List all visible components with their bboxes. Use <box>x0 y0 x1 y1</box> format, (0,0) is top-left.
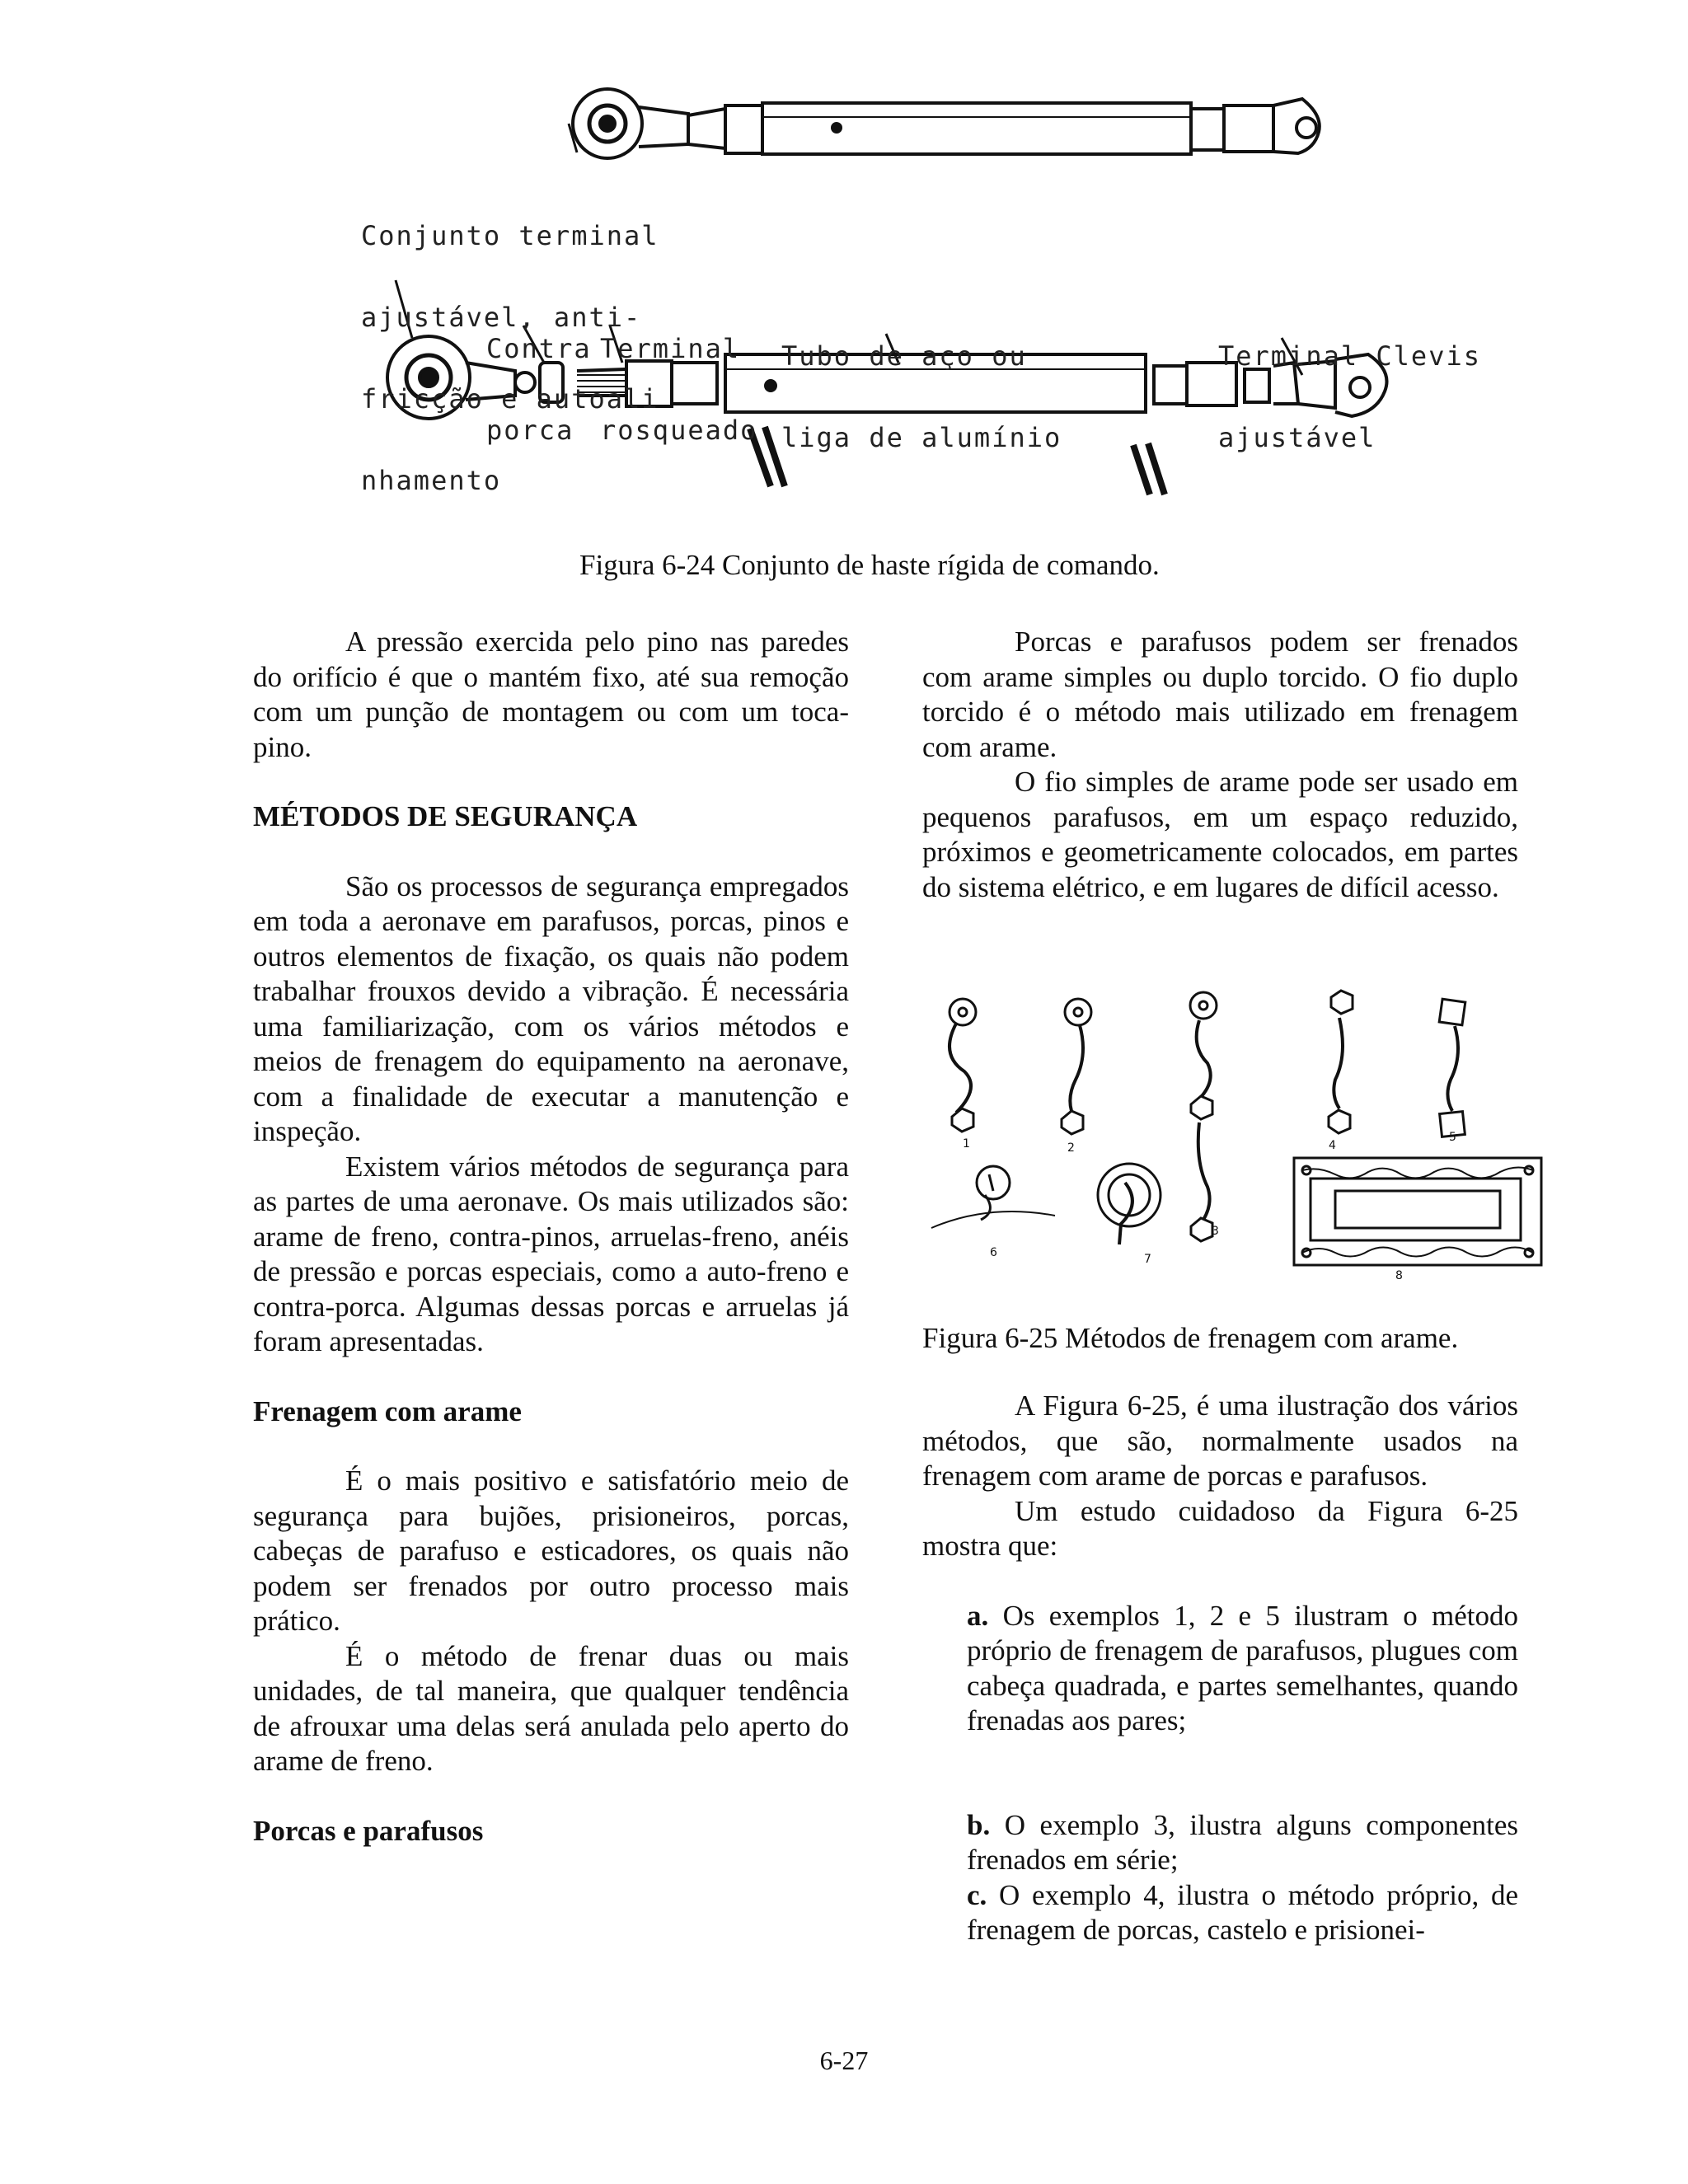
label-terminal-clevis: Terminal Clevis ajustável <box>1218 340 1481 453</box>
example-number-5: 5 <box>1449 1131 1456 1144</box>
label-tubo: Tubo de aço ou liga de alumínio <box>781 340 1062 453</box>
right-column-top <box>922 625 1518 905</box>
list-item-c <box>922 1878 1518 1948</box>
example-number-6: 6 <box>990 1246 997 1259</box>
paragraph: O fio simples de arame pode ser usado em pequenos parafusos, em um espaço reduzido, próximos e geometricamente colocados, em partes do sistema elétrico, e em lugares de difícil acesso. <box>922 766 1518 903</box>
example-number-4: 4 <box>1329 1139 1336 1152</box>
figure-6-25-caption: Figura 6-25 Métodos de frenagem com arame. <box>922 1322 1459 1354</box>
paragraph: Porcas e parafusos podem ser frenados com arame simples ou duplo torcido. O fio duplo torcido é o método mais utilizado em frenagem com arame. <box>922 626 1518 763</box>
label-contra-porca: Contra porca <box>486 333 592 446</box>
list-letter: a. <box>967 1599 989 1632</box>
label-conjunto-terminal: Conjunto terminal ajustável, anti- fricção e autoali nhamento <box>361 220 659 496</box>
paragraph: A Figura 6-25, é uma ilustração dos vários métodos, que são, normalmente usados na frenagem com arame de porcas e parafusos. <box>922 1390 1518 1492</box>
example-number-1: 1 <box>963 1137 970 1151</box>
paragraph: São os processos de segurança empregados em toda a aeronave em parafusos, porcas, pinos e outros elementos de fixação, os quais não podem trabalhar frouxos devido a vibração. É necessária uma familiarização, com os vários métodos e meios de frenagem do equipamento na aeronave, com a finalidade de executar a manutenção e inspeção. <box>253 869 849 1147</box>
list-text: Os exemplos 1, 2 e 5 ilustram o método próprio de frenagem de parafusos, plugues com cabeça quadrada, e partes semelhantes, quando frenadas aos pares; <box>967 1599 1519 1736</box>
paragraph: É o método de frenar duas ou mais unidades, de tal maneira, que qualquer tendência de afrouxar uma delas será anulada pelo aperto do arame de freno. <box>253 1639 849 1777</box>
example-number-3: 3 <box>1212 1225 1219 1238</box>
example-number-7: 7 <box>1144 1253 1151 1266</box>
list-text: O exemplo 3, ilustra alguns componentes frenados em série; <box>967 1808 1518 1876</box>
paragraph: É o mais positivo e satisfatório meio de segurança para bujões, prisioneiros, porcas, cabeças de parafuso e esticadores, os quais não podem ser frenados por outro processo mais prático. <box>253 1465 849 1637</box>
page-number: 6-27 <box>819 2046 869 2075</box>
list-text: O exemplo 4, ilustra o método próprio, de frenagem de porcas, castelo e prisionei- <box>967 1878 1518 1946</box>
paragraph: Um estudo cuidadoso da Figura 6-25 mostra que: <box>922 1494 1518 1562</box>
left-column <box>253 625 849 1849</box>
figure-6-24-caption: Figura 6-24 Conjunto de haste rígida de comando. <box>579 549 1160 581</box>
list-letter: b. <box>967 1808 991 1841</box>
list-item-a <box>922 1599 1518 1739</box>
example-number-8: 8 <box>1395 1269 1403 1282</box>
right-column-bottom <box>922 1389 1518 1948</box>
assembled-rod <box>573 89 1320 158</box>
subsection-heading-frenagem: Frenagem com arame <box>253 1394 522 1427</box>
section-heading-metodos: MÉTODOS DE SEGURANÇA <box>253 800 638 832</box>
subsection-heading-porcas: Porcas e parafusos <box>253 1814 484 1847</box>
paragraph: Existem vários métodos de segurança para as partes de uma aeronave. Os mais utilizados são: arame de freno, contra-pinos, arruelas-freno, anéis de pressão e porcas especiais, como a auto-freno e contra-porca. Algumas dessas porcas e arruelas já foram apresentadas. <box>253 1150 849 1357</box>
paragraph: A pressão exercida pelo pino nas paredes do orifício é que o mantém fixo, até sua remoção com um punção de montagem ou com um toca-pino. <box>253 626 849 763</box>
example-number-2: 2 <box>1067 1141 1075 1155</box>
label-terminal-rosqueado: Terminal rosqueado <box>600 333 758 446</box>
list-item-b <box>922 1808 1518 1878</box>
list-letter: c. <box>967 1878 987 1911</box>
